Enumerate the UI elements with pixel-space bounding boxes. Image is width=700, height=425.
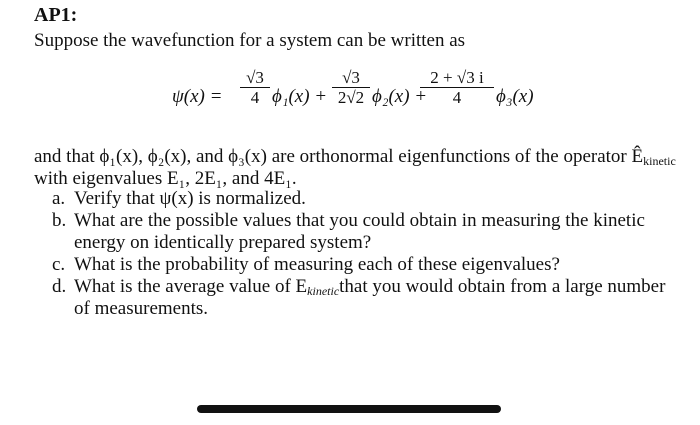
question-b: [52, 210, 645, 232]
basis-function-3: ϕ₃(x): [496, 86, 534, 107]
operator-subscript: kinetic: [643, 154, 676, 168]
question-d-label: d.: [52, 276, 67, 297]
question-a-label: a.: [52, 188, 66, 209]
question-d-subscript: kinetic: [307, 284, 340, 298]
coefficient-2-numerator: √3: [342, 68, 360, 87]
coefficient-1-numerator: √3: [246, 68, 264, 87]
question-d-text-part2: that you would obtain from a large number: [339, 276, 666, 297]
intro-text: Suppose the wavefunction for a system can be written as: [34, 30, 466, 51]
question-d-continued: [52, 298, 208, 320]
question-a: [52, 188, 306, 210]
coefficient-3-denominator: 4: [452, 88, 462, 107]
question-d-text-part1: What is the average value of E: [74, 276, 308, 297]
question-d: [52, 276, 665, 299]
question-b-continued: [52, 232, 371, 254]
basis-function-1: ϕ₁(x) +: [272, 86, 328, 107]
question-b-text-line2: energy on identically prepared system?: [74, 232, 372, 253]
coefficient-1: [240, 68, 270, 107]
question-d-text-line2: of measurements.: [74, 298, 209, 319]
orthonormal-statement-text: and that ϕ₁(x), ϕ₂(x), and ϕ₃(x) are orthonormal eigenfunctions of the operator Ê: [34, 146, 644, 167]
question-b-text-line1: What are the possible values that you could obtain in measuring the kinetic: [74, 210, 645, 231]
question-b-label: b.: [52, 210, 67, 231]
coefficient-1-denominator: 4: [250, 88, 260, 107]
eigenvalues-statement: with eigenvalues E₁, 2E₁, and 4E₁.: [34, 168, 297, 189]
home-indicator-bar[interactable]: [197, 405, 501, 413]
coefficient-2: [332, 68, 370, 107]
question-c: [52, 254, 560, 276]
coefficient-2-denominator: 2√2: [337, 88, 365, 107]
basis-function-2: ϕ₂(x) +: [372, 86, 428, 107]
orthonormal-statement: [34, 146, 676, 169]
problem-title: AP1:: [34, 4, 78, 26]
coefficient-3: [420, 68, 494, 107]
equation-lhs: ψ(x) =: [172, 86, 223, 107]
wavefunction-equation: [172, 64, 592, 128]
coefficient-3-numerator: 2 + √3 i: [430, 68, 484, 87]
question-c-label: c.: [52, 254, 66, 275]
question-a-text: Verify that ψ(x) is normalized.: [74, 188, 306, 209]
question-c-text: What is the probability of measuring each of these eigenvalues?: [74, 254, 560, 275]
